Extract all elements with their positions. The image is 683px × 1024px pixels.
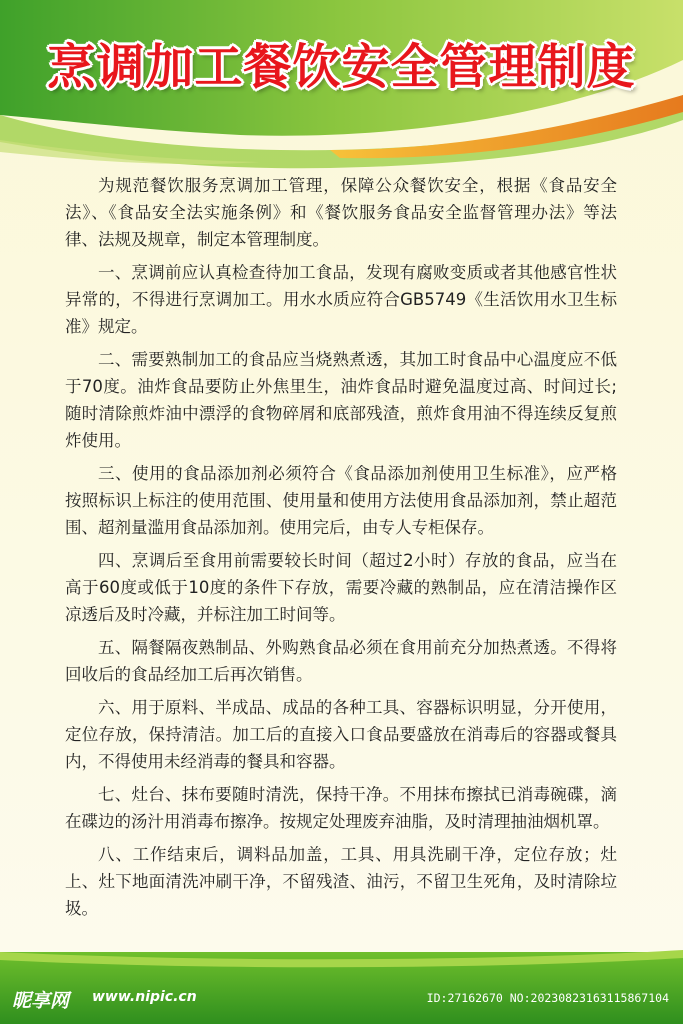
regulation-body [65, 172, 617, 928]
rule-paragraph-6: 六、用于原料、半成品、成品的各种工具、容器标识明显，分开使用，定位存放，保持清洁。加工后的直接入口食品要盛放在消毒后的容器或餐具内，不得使用未经消毒的餐具和容器。 [65, 698, 617, 771]
intro-paragraph: 为规范餐饮服务烹调加工管理，保障公众餐饮安全，根据《食品安全法》、《食品安全法实施条例》和《餐饮服务食品安全监督管理办法》等法律、法规及规章，制定本管理制度。 [65, 176, 617, 249]
rule-paragraph-8: 八、工作结束后，调料品加盖，工具、用具洗刷干净，定位存放；灶上、灶下地面清洗冲刷干净，不留残渣、油污，不留卫生死角，及时清除垃圾。 [65, 845, 617, 918]
rule-paragraph-1: 一、烹调前应认真检查待加工食品，发现有腐败变质或者其他感官性状异常的，不得进行烹调加工。用水水质应符合GB5749《生活饮用水卫生标准》规定。 [65, 263, 617, 336]
rule-paragraph-2: 二、需要熟制加工的食品应当烧熟煮透，其加工时食品中心温度应不低于70度。油炸食品要防止外焦里生，油炸食品时避免温度过高、时间过长;随时清除煎炸油中漂浮的食物碎屑和底部残渣，煎炸食用油不得连续反复煎炸使用。 [65, 350, 617, 450]
rule-paragraph-4: 四、烹调后至食用前需要较长时间（超过2小时）存放的食品，应当在高于60度或低于10度的条件下存放，需要冷藏的熟制品，应在清洁操作区凉透后及时冷藏，并标注加工时间等。 [65, 551, 617, 624]
watermark-logo: 昵享网 [12, 990, 70, 1012]
rule-paragraph-7: 七、灶台、抹布要随时清洗，保持干净。不用抹布擦拭已消毒碗碟，滴在碟边的汤汁用消毒布擦净。按规定处理废弃油脂，及时清理抽油烟机罩。 [65, 785, 617, 831]
rule-paragraph-3: 三、使用的食品添加剂必须符合《食品添加剂使用卫生标准》，应严格按照标识上标注的使用范围、使用量和使用方法使用食品添加剂，禁止超范围、超剂量滥用食品添加剂。使用完后，由专人专柜保存。 [65, 464, 617, 537]
rule-paragraph-5: 五、隔餐隔夜熟制品、外购熟食品必须在食用前充分加热煮透。不得将回收后的食品经加工后再次销售。 [65, 638, 617, 684]
watermark-id: ID:27162670 NO:20230823163115867104 [426, 991, 669, 1005]
page-title: 烹调加工餐饮安全管理制度 [47, 39, 636, 95]
watermark-url: www.nipic.cn [92, 989, 197, 1005]
